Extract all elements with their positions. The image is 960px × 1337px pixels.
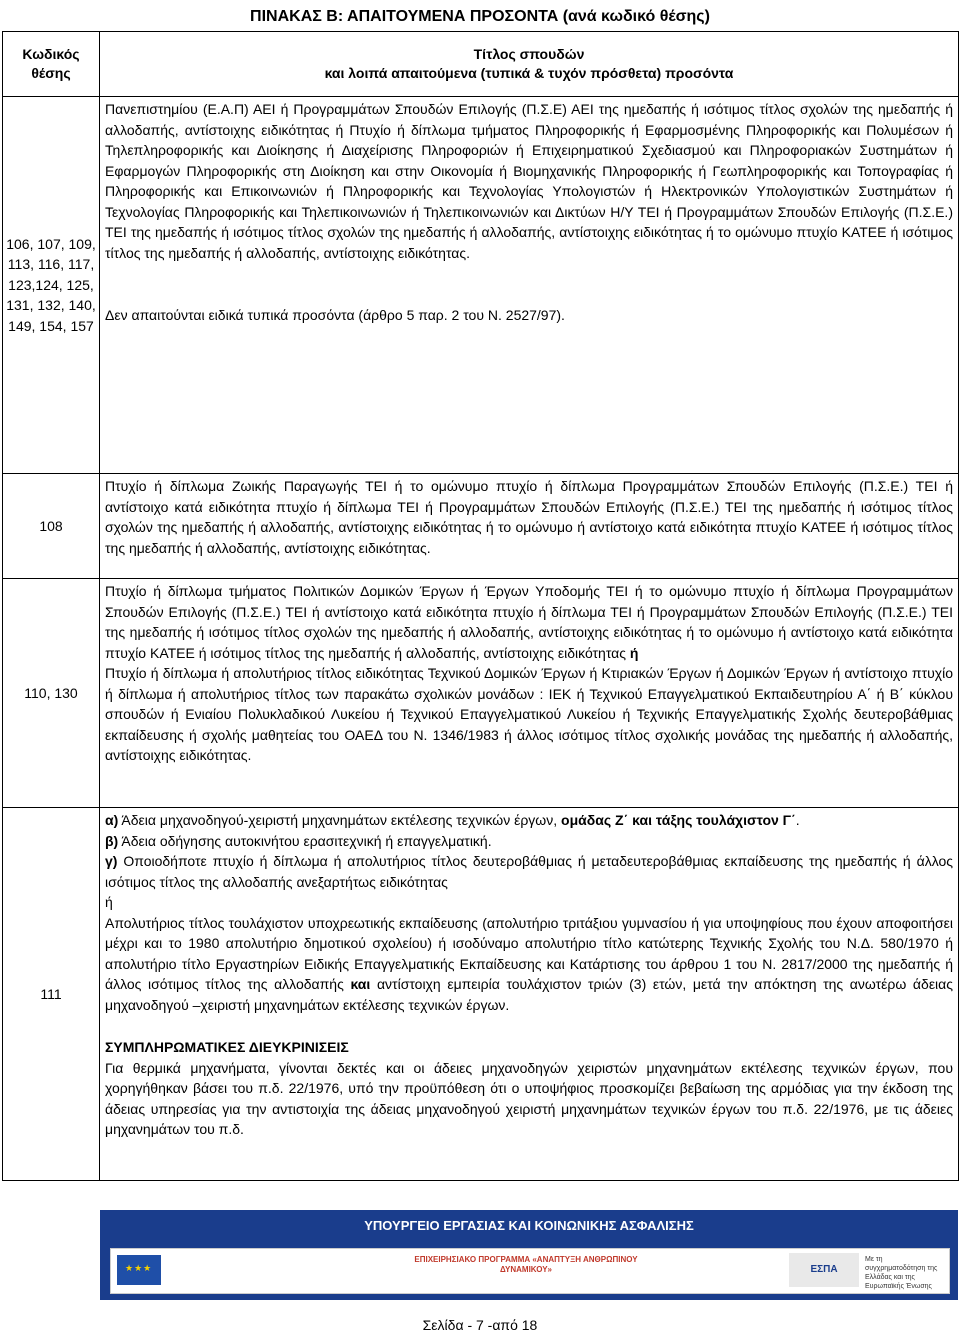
row-description	[100, 97, 959, 474]
page-number: Σελίδα - 7 -από 18	[422, 1317, 538, 1333]
table-row	[3, 579, 959, 808]
row-code: 111	[3, 808, 100, 1181]
row-paragraph: Πτυχίο ή δίπλωμα Ζωικής Παραγωγής ΤΕΙ ή το ομώνυμο πτυχίο ή δίπλωμα Προγραμμάτων Σπουδών Επιλογής (Π.Σ.Ε.) ΤΕΙ ή αντίστοιχο κατά ειδικότητα πτυχίο ή δίπλωμα ΤΕΙ ή Προγραμμάτων Σπουδών Επιλογής (Π.Σ.Ε.) ΤΕΙ της ημεδαπής ή ισότιμος τίτλος σχολών της ημεδαπής ή αλλοδαπής, αντίστοιχης ειδικότητας ή το ομώνυμο ή αντίστοιχο κατά ειδικότητα πτυχίο ΚΑΤΕΕ ή ισότιμος τίτλος της ημεδαπής ή αλλοδαπής, αντίστοιχης ειδικότητας.	[105, 478, 953, 556]
header-description-line2: και λοιπά απαιτούμενα (τυπικά & τυχόν πρόσθετα) προσόντα	[324, 65, 734, 81]
row-description	[100, 579, 959, 808]
funding-banner	[100, 1210, 958, 1300]
row-paragraph: Δεν απαιτούνται ειδικά τυπικά προσόντα (άρθρο 5 παρ. 2 του Ν. 2527/97).	[105, 307, 565, 323]
row-paragraph: Πανεπιστημίου (Ε.Α.Π) ΑΕΙ ή Προγραμμάτων Σπουδών Επιλογής (Π.Σ.Ε) ΑΕΙ της ημεδαπής ή ισότιμος τίτλος σχολών της ημεδαπής ή αλλοδαπής, αντίστοιχης ειδικότητας ή Πτυχίο ή δίπλωμα τμήματος Πληροφορικής ή Εφαρμοσμένης Πληροφορικής και Πολυμέσων ή Τηλεπληροφορικής και Διοίκησης ή Διαχείρισης Πληροφοριών ή Επιχειρηματικού Σχεδιασμού και Πληροφοριακών Συστημάτων ή Εφαρμογών Πληροφορικής στη Διοίκηση και στην Οικονομία ή Βιομηχανικής Πληροφορικής ή Γεωπληροφορικής και Τοπογραφίας ή Πληροφορικής και Επικοινωνιών ή Πληροφορικής και Τεχνολογίας Υπολογιστών ή Ηλεκτρονικών Υπολογιστικών Συστημάτων ή Τεχνολογίας Πληροφορικής και Τηλεπικοινωνιών ή Τηλεπικοινωνιών και Δικτύων Η/Υ ΤΕΙ ή Προγραμμάτων Σπουδών Επιλογής (Π.Σ.Ε.) ΤΕΙ της ημεδαπής ή ισότιμος τίτλος σχολών της ημεδαπής ή αλλοδαπής, αντίστοιχης ειδικότητας ή το ομώνυμο πτυχίο ΚΑΤΕΕ ή ισότιμος τίτλος της ημεδαπής ή αλλοδαπής, αντίστοιχης ειδικότητας.	[105, 101, 953, 261]
table-row	[3, 97, 959, 474]
ministry-name: ΥΠΟΥΡΓΕΙΟ ΕΡΓΑΣΙΑΣ ΚΑΙ ΚΟΙΝΩΝΙΚΗΣ ΑΣΦΑΛΙΣΗΣ	[364, 1218, 694, 1233]
table-header-row	[3, 32, 959, 97]
row-paragraph: ή	[105, 894, 113, 910]
row-paragraph: Απολυτήριος τίτλος τουλάχιστον υποχρεωτικής εκπαίδευσης (απολυτήριο τριτάξιου γυμνασίου ή για υποψηφίους που έχουν αποφοιτήσει μέχρι και το 1980 απολυτήριο δημοτικού σχολείου) ή ισοδύναμο απολυτήριο τίτλο κατώτερης Τεχνικής Σχολής του Ν.Δ. 580/1970 ή απολυτήριο τίτλο Εργαστηρίων Ειδικής Επαγγελματικής Εκπαίδευσης και Κατάρτισης του άρθρου 1 του Ν. 2817/2000 της ημεδαπής ή άλλος ισότιμος τίτλος της αλλοδαπής και αντίστοιχη εμπειρία τουλάχιστον τριών (3) ετών, μετά την απόκτηση της ανωτέρω άδειας μηχανοδηγού –χειριστή μηχανημάτων εκτέλεσης τεχνικών έργων.	[105, 914, 954, 1013]
row-description	[100, 474, 959, 579]
header-description	[100, 32, 959, 97]
program-name: ΕΠΙΧΕΙΡΗΣΙΑΚΟ ΠΡΟΓΡΑΜΜΑ «ΑΝΑΠΤΥΞΗ ΑΝΘΡΩΠΙΝΟΥ ΔΥΝΑΜΙΚΟΥ»	[414, 1255, 638, 1274]
header-code: Κωδικός θέσης	[3, 32, 100, 97]
eu-flag-icon: ★★★	[117, 1255, 161, 1285]
table-row	[3, 808, 959, 1181]
header-description-line1: Τίτλος σπουδών	[473, 46, 585, 62]
row-paragraph: Πτυχίο ή δίπλωμα ή απολυτήριος τίτλος ειδικότητας Τεχνικού Δομικών Έργων ή Κτιριακών Έργων ή Δομικών Έργων ή αντίστοιχο πτυχίο ή δίπλωμα ή απολυτήριος τίτλος των παρακάτω σχολικών μονάδων : ΙΕΚ ή Τεχνικού Επαγγελματικού Εκπαιδευτηρίου Α΄ ή Β΄ κύκλου σπουδών ή Ενιαίου Πολυκλαδικού Λυκείου ή Τεχνικού Επαγγελματικού Λυκείου ή Τεχνικής Επαγγελματικής Σχολής δευτεροβάθμιας εκπαίδευσης ή σχολής μαθητείας του ΟΑΕΔ του Ν. 1346/1983 ή άλλος ισότιμος τίτλος σχολικής μονάδας της ημεδαπής ή αλλοδαπής, αντίστοιχης ειδικότητας.	[105, 665, 953, 763]
table-row	[3, 474, 959, 579]
row-description	[100, 808, 959, 1181]
row-code: 110, 130	[3, 579, 100, 808]
row-code: 106, 107, 109, 113, 116, 117, 123,124, 125, 131, 132, 140, 149, 154, 157	[3, 97, 100, 474]
notes-title: ΣΥΜΠΛΗΡΩΜΑΤΙΚΕΣ ΔΙΕΥΚΡΙΝΙΣΕΙΣ	[105, 1039, 349, 1055]
row-paragraph: Πτυχίο ή δίπλωμα τμήματος Πολιτικών Δομικών Έργων ή Έργων Υποδομής ΤΕΙ ή το ομώνυμο πτυχίο ή δίπλωμα Προγραμμάτων Σπουδών Επιλογής (Π.Σ.Ε.) ΤΕΙ ή αντίστοιχο κατά ειδικότητα πτυχίο ή δίπλωμα ΤΕΙ ή Προγραμμάτων Σπουδών Επιλογής (Π.Σ.Ε.) ΤΕΙ της ημεδαπής ή ισότιμος τίτλος σχολών της ημεδαπής ή αλλοδαπής, αντίστοιχης ειδικότητας ή το ομώνυμο ή αντίστοιχο κατά ειδικότητα πτυχίο ΚΑΤΕΕ ή ισότιμος τίτλος της ημεδαπής ή αλλοδαπής, αντίστοιχης ειδικότητας ή	[105, 583, 953, 661]
espa-logo: ΕΣΠΑ	[789, 1253, 859, 1287]
notes-text: Για θερμικά μηχανήματα, γίνονται δεκτές και οι άδειες μηχανοδηγών χειριστών μηχανημάτων εκτέλεσης τεχνικών έργων, που χορηγήθηκαν βάσει του π.δ. 22/1976, υπό την προϋπόθεση ότι ο υποψήφιος προσκομίζει βεβαίωση της αρμόδιας για την έκδοση της άδειας υπηρεσίας για την αντιστοιχία της άδειας μηχανοδηγού χειριστή μηχανημάτων τεχνικών έργων του π.δ. 22/1976, με τις άδειες μηχανημάτων του π.δ.	[105, 1059, 953, 1137]
row-paragraph: β) Άδεια οδήγησης αυτοκινήτου ερασιτεχνική ή επαγγελματική.	[105, 832, 492, 849]
row-paragraph: γ) Οποιοδήποτε πτυχίο ή δίπλωμα ή απολυτήριος τίτλος δευτεροβάθμιας ή μεταδευτεροβάθμιας εκπαίδευσης της ημεδαπής ή άλλος ισότιμος τίτλος της αλλοδαπής ανεξαρτήτως ειδικότητας	[105, 853, 954, 890]
row-paragraph: α) Άδεια μηχανοδηγού-χειριστή μηχανημάτων εκτέλεσης τεχνικών έργων, ομάδας Ζ΄ και τάξης τουλάχιστον Γ΄.	[105, 812, 800, 828]
document-title: ΠΙΝΑΚΑΣ Β: ΑΠΑΙΤΟΥΜΕΝΑ ΠΡΟΣΟΝΤΑ (ανά κωδικό θέσης)	[250, 8, 710, 25]
eu-cofunding-text: Με τη συγχρηματοδότηση της Ελλάδας και της Ευρωπαϊκής Ένωσης	[865, 1256, 938, 1290]
logo-strip	[110, 1248, 950, 1294]
row-code: 108	[3, 474, 100, 579]
qualifications-table	[2, 31, 959, 1181]
